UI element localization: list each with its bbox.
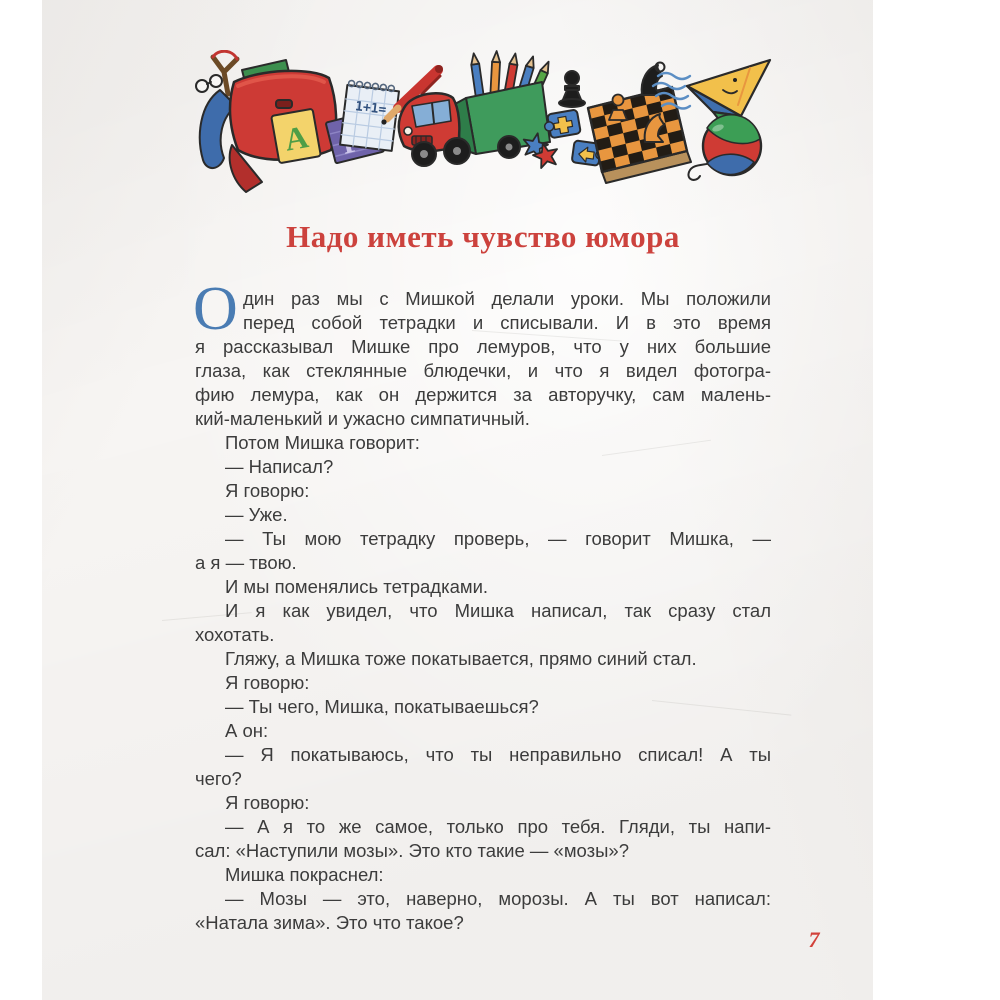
text-line: — Ты чего, Мишка, покатываешься? [225,696,539,717]
text-line: И мы поменялись тетрадками. [225,576,489,597]
text-block [193,275,771,935]
text-line: А он: [225,720,269,741]
glasses-icon [196,75,222,92]
text-line: — А я то же самое, только про тебя. Гляди, ты напи- [225,816,771,837]
text-line: я рассказывал Мишке про лемуров, что у них большие [195,336,771,357]
chessboard-icon [588,87,691,183]
paper-page [42,0,873,1000]
text-line: а я — твою. [195,552,297,573]
notepad-text: 1+1= [354,99,388,118]
paragraph [195,287,771,431]
paragraph [195,575,771,599]
paragraph [195,455,771,479]
beach-ball-icon [703,115,761,175]
text-line: перед собой тетрадки и списывали. И в это время [243,312,771,333]
paragraph [195,599,771,647]
paragraph [195,431,771,455]
text-line: — Уже. [225,504,288,525]
text-line: Я говорю: [225,480,310,501]
paragraph [195,503,771,527]
text-line: хохотать. [195,624,275,645]
paragraph [195,647,771,671]
card-letter: А [281,118,311,158]
text-line: — Я покатываюсь, что ты неправильно списал! А ты [225,744,771,765]
text-line: глаза, как стеклянные блюдечки, и что я видел фотогра- [195,360,771,381]
paragraph [195,863,771,887]
toys-illustration [190,50,775,240]
text-line: «Натала зима». Это что такое? [195,912,464,933]
story-title: Надо иметь чувство юмора [286,219,680,254]
page-number: 7 [808,927,820,952]
paragraph [195,719,771,743]
text-line: — Ты мою тетрадку проверь, — говорит Мишка, — [225,528,771,549]
paragraph [195,479,771,503]
text-line: Я говорю: [225,672,310,693]
paragraph [195,815,771,863]
text-line: кий-маленький и ужасно симпатичный. [195,408,530,429]
text-line: Я говорю: [225,792,310,813]
paragraph [195,671,771,695]
text-line: И я как увидел, что Мишка написал, так сразу стал [225,600,771,621]
text-line: Потом Мишка говорит: [225,432,420,453]
text-line: — Мозы — это, наверно, морозы. А ты вот написал: [225,888,771,909]
paragraph [195,791,771,815]
text-line: сал: «Наступили мозы». Это кто такие — «мозы»? [195,840,629,861]
paragraph [195,887,771,935]
text-line: Мишка покраснел: [225,864,384,885]
paragraph [195,527,771,575]
text-line: фию лемура, как он держится за авторучку, сам малень- [195,384,771,405]
paragraph [195,695,771,719]
text-line: Гляжу, а Мишка тоже покатывается, прямо синий стал. [225,648,697,669]
chess-pawn-icon [559,71,585,107]
text-line: чего? [195,768,242,789]
letter-card-icon [271,109,321,164]
paragraph [195,743,771,791]
text-line: дин раз мы с Мишкой делали уроки. Мы положили [243,288,771,309]
text-line: — Написал? [225,456,334,477]
drop-cap: О [193,275,238,343]
